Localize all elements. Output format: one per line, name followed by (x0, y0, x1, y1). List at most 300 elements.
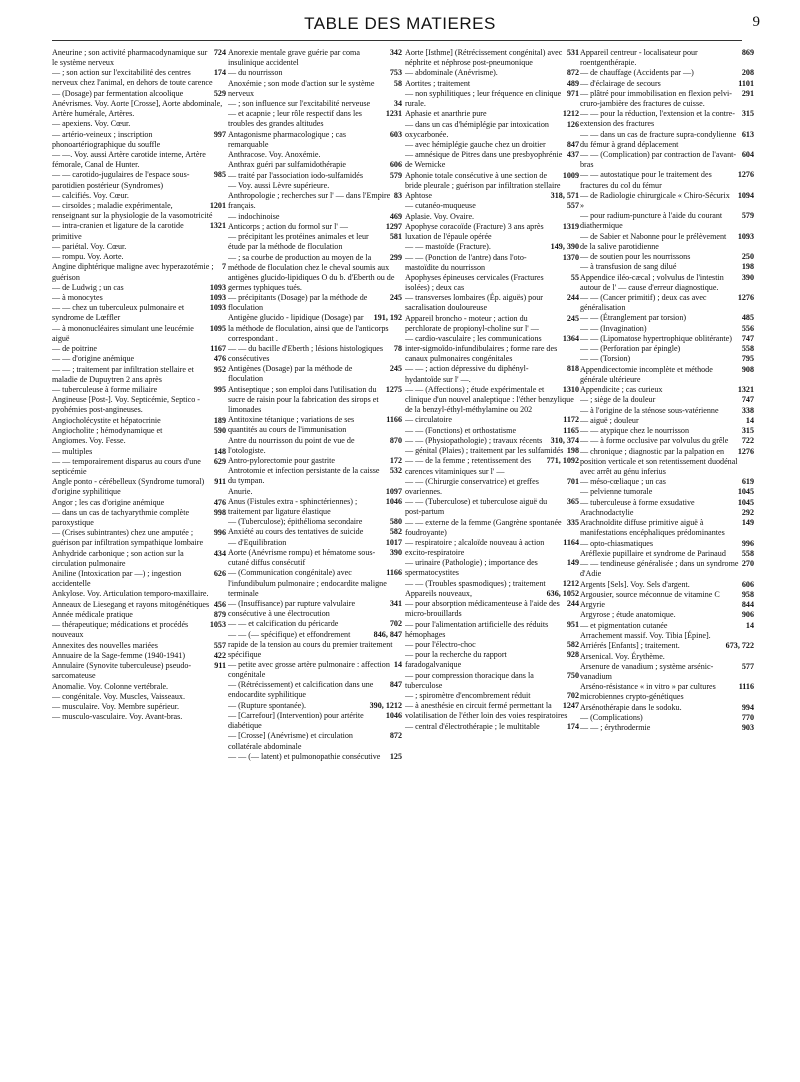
entry-page-ref: 244 (566, 599, 579, 609)
entry-page-ref: 149 (566, 558, 579, 568)
entry-text: — ; siège de la douleur (580, 395, 656, 405)
entry-page-ref: 291 (741, 88, 754, 98)
entry-text: — rompu. Voy. Aorte. (52, 252, 124, 262)
entry-page-ref: 1321 (209, 221, 226, 231)
entry-text: — de Radiologie chirurgicale « Chiro-Sécurix » (580, 190, 730, 210)
entry-page-ref: 770 (741, 712, 754, 722)
index-entry (580, 130, 754, 150)
entry-page-ref: 250 (741, 251, 754, 261)
index-entry (52, 283, 226, 293)
entry-page-ref: 476 (213, 497, 226, 507)
index-entry (405, 650, 579, 670)
entry-text: — [Crosse] (Anévrisme) et circulation collatérale abdominale (228, 731, 353, 751)
index-entry (228, 212, 402, 222)
index-entry (405, 579, 579, 589)
entry-text: — Voy. aussi Lèvre supérieure. (228, 180, 330, 190)
entry-page-ref: 58 (393, 78, 402, 88)
entry-text: — — à forme occlusive par volvulus du grêle (580, 436, 729, 446)
entry-page-ref: 911 (214, 477, 226, 487)
entry-text: — à monocytes (52, 293, 103, 303)
entry-page-ref: 341 (389, 598, 402, 608)
entry-page-ref: 1095 (209, 323, 226, 333)
entry-text: — calcifiés. Voy. Cœur. (52, 190, 129, 200)
index-entry (52, 426, 226, 436)
index-entry (52, 99, 226, 119)
index-entry (405, 671, 579, 691)
index-entry (52, 600, 226, 610)
entry-page-ref: 365 (566, 497, 579, 507)
index-entry (405, 109, 579, 119)
entry-text: Anthracose. Voy. Anoxémie. (228, 150, 321, 160)
entry-text: — apexiens. Voy. Cœur. (52, 119, 131, 129)
index-entry (405, 364, 579, 384)
entry-text: Appendicite ; cas curieux (580, 385, 663, 395)
entry-page-ref: 1172 (563, 415, 579, 425)
index-entry (405, 212, 579, 222)
index-entry (405, 48, 579, 68)
entry-text: Angiomes. Voy. Fesse. (52, 436, 126, 446)
entry-page-ref: 149, 390 (550, 242, 579, 252)
entry-text: Arrachement massif. Voy. Tibia [Épine]. (580, 631, 711, 641)
entry-page-ref: 1164 (563, 537, 579, 547)
entry-text: — — ; action dépressive du diphényl-hydantoïde sur l' —. (405, 364, 529, 384)
entry-text: Antre du nourrisson du point de vue de l'otologiste. (228, 435, 355, 455)
entry-text: — petite avec grosse artère pulmonaire : affection congénitale (228, 660, 390, 680)
entry-text: — (Tuberculose); épithélioma secondaire (228, 517, 363, 527)
entry-page-ref: 701 (566, 476, 579, 486)
entry-page-ref: 208 (741, 68, 754, 78)
index-entry (580, 549, 754, 559)
index-entry (228, 527, 402, 537)
entry-text: — à transfusion de sang dilué (580, 262, 677, 272)
entry-page-ref: 532 (389, 466, 402, 476)
index-entry (580, 498, 754, 508)
entry-text: Aphonie totale consécutive à une section de bride pleurale ; guérison par infiltration stellaire (405, 170, 561, 190)
entry-page-ref: 78 (393, 343, 402, 353)
index-entry (580, 395, 754, 405)
index-entry (405, 538, 579, 558)
index-entry (580, 559, 754, 579)
entry-page-ref: 579 (741, 211, 754, 221)
entry-page-ref: 485 (741, 313, 754, 323)
entry-text: — du nourrisson (228, 68, 283, 78)
entry-text: Anxiété au cours des tentatives de suicide (228, 527, 364, 537)
index-entry (580, 682, 754, 702)
index-entry (228, 731, 402, 751)
entry-text: Antro-pylorectomie pour gastrite (228, 455, 335, 465)
entry-text: — — (Cancer primitif) ; deux cas avec généralisation (580, 292, 707, 312)
index-entry (52, 344, 226, 354)
entry-page-ref: 189 (213, 415, 226, 425)
index-entry (405, 518, 579, 538)
index-entry (405, 558, 579, 578)
entry-page-ref: 1166 (386, 415, 402, 425)
index-entry (405, 599, 579, 619)
entry-page-ref: 1276 (737, 446, 754, 456)
index-entry (580, 262, 754, 272)
entry-text: Anoxémie ; son mode d'action sur le système nerveux (228, 78, 375, 98)
index-entry (52, 447, 226, 457)
entry-text: — — (Lipomatose hypertrophique oblitérante) (580, 333, 732, 343)
page-title: TABLE DES MATIERES (304, 14, 496, 33)
index-entry (405, 273, 579, 293)
entry-page-ref: 1276 (737, 292, 754, 302)
index-entry (580, 487, 754, 497)
index-entry (52, 416, 226, 426)
entry-text: Appareils nouveaux, (405, 588, 472, 598)
index-entry (405, 79, 579, 89)
entry-text: — — (Fonctions) et orthostatisme (405, 425, 517, 435)
entry-text: — — (Troubles spasmodiques) ; traitement (405, 578, 546, 588)
entry-text: — pour radium-puncture à l'aide du courant diathermique (580, 211, 723, 231)
entry-text: — (Rétrécissement) et calcification dans une endocardite syphilitique (228, 680, 374, 700)
entry-text: — — (Physiopathologie) ; travaux récents (405, 435, 543, 445)
index-entry (405, 620, 579, 640)
index-column-4 (580, 48, 754, 1078)
entry-text: — — et calcification du péricarde (228, 619, 339, 629)
entry-page-ref: 476 (213, 354, 226, 364)
entry-text: — de Sabier et Nabonne pour le prélèvement de la salive parotidienne (580, 231, 727, 251)
index-entry (580, 508, 754, 518)
index-entry (580, 621, 754, 631)
entry-text: Anthrax guéri par sulfamidothérapie (228, 160, 346, 170)
index-entry (228, 538, 402, 548)
entry-text: Aneurine ; son activité pharmacodynamique sur le système nerveux (52, 48, 208, 68)
entry-page-ref: 619 (741, 477, 754, 487)
entry-text: Antrotomie et infection persistante de la caisse du tympan. (228, 466, 380, 486)
entry-text: — d'Equilibration (228, 537, 287, 547)
entry-text: — — externe de la femme (Gangrène spontanée foudroyante) (405, 517, 562, 537)
index-entry (228, 701, 402, 711)
index-entry (405, 314, 579, 334)
entry-page-ref: 996 (741, 538, 754, 548)
entry-page-ref: 750 (566, 670, 579, 680)
entry-text: — dans un cas de tachyarythmie complète paroxystique (52, 507, 190, 527)
entry-page-ref: 1167 (210, 344, 226, 354)
entry-page-ref: 558 (741, 344, 754, 354)
index-entry (405, 589, 579, 599)
index-entry (580, 313, 754, 323)
entry-page-ref: 556 (741, 323, 754, 333)
index-entry (228, 680, 402, 700)
entry-page-ref: 1276 (737, 170, 754, 180)
index-entry (52, 549, 226, 569)
entry-text: — — autostatique pour le traitement des fractures du col du fémur (580, 170, 712, 190)
entry-page-ref: 245 (389, 364, 402, 374)
entry-text: — indochinoise (228, 211, 280, 221)
entry-page-ref: 489 (566, 78, 579, 88)
entry-page-ref: 626 (213, 568, 226, 578)
entry-page-ref: 629 (213, 456, 226, 466)
entry-page-ref: 903 (741, 723, 754, 733)
index-entry (52, 293, 226, 303)
entry-page-ref: 846, 847 (373, 629, 402, 639)
index-entry (580, 477, 754, 487)
entry-page-ref: 582 (566, 640, 579, 649)
index-entry (228, 68, 402, 78)
entry-page-ref: 174 (213, 68, 226, 78)
index-entry (580, 68, 754, 78)
entry-page-ref: 390 (389, 548, 402, 558)
index-entry (228, 293, 402, 313)
entry-text: — — mastoïde (Fracture). (405, 242, 491, 252)
entry-page-ref: 14 (745, 620, 754, 630)
entry-text: — cutanéo-muqueuse (405, 201, 476, 211)
index-entry (228, 711, 402, 731)
index-entry (405, 171, 579, 191)
entry-text: Aphtose (405, 191, 432, 200)
entry-text: Antigènes (Dosage) par la méthode de floculation (228, 364, 353, 384)
index-entry (228, 79, 402, 99)
entry-page-ref: 872 (566, 68, 579, 78)
entry-page-ref: 1321 (737, 385, 754, 395)
entry-page-ref: 557 (213, 640, 226, 650)
index-entry (405, 426, 579, 436)
index-entry (580, 426, 754, 436)
entry-text: Arachnodactylie (580, 508, 634, 518)
entry-page-ref: 456 (213, 599, 226, 609)
entry-text: Angineuse [Post-]. Voy. Septicémie, Septico - pyohémies post-angineuses. (52, 395, 200, 415)
index-entry (580, 703, 754, 713)
index-entry (52, 498, 226, 508)
entry-page-ref: 270 (741, 559, 754, 569)
entry-text: — intra-cranien et ligature de la carotide primitive (52, 221, 184, 241)
entry-page-ref: 951 (566, 619, 579, 629)
entry-text: — — (— spécifique) et effondrement rapide de la tension au cours du premier traitement spécifique (228, 629, 393, 659)
entry-page-ref: 582 (389, 527, 402, 537)
entry-text: — à mononucléaires simulant une leucémie aiguë (52, 323, 194, 343)
entry-text: Angiocholécystite et hépatocrinie (52, 415, 161, 425)
entry-page-ref: 149 (741, 518, 754, 528)
entry-text: Appendice iléo-cæcal ; volvulus de l'intestin autour de l' — cause d'erreur diagnostique. (580, 272, 724, 292)
entry-text: — — (Complication) par contraction de l'avant-bras (580, 150, 737, 170)
index-entry (405, 140, 579, 150)
entry-page-ref: 557 (566, 201, 579, 211)
entry-text: — congénitale. Voy. Muscles, Vaisseaux. (52, 691, 186, 701)
index-entry (52, 610, 226, 620)
index-entry (228, 171, 402, 181)
entry-page-ref: 1370 (562, 252, 579, 262)
entry-text: — (Dosage) par fermentation alcoolique (52, 88, 184, 98)
index-entry (405, 477, 579, 497)
index-entry (52, 354, 226, 364)
index-entry (52, 119, 226, 129)
entry-text: — pariétal. Voy. Cœur. (52, 241, 127, 251)
index-entry (405, 242, 579, 252)
entry-page-ref: 14 (393, 660, 402, 669)
entry-page-ref: 985 (213, 170, 226, 180)
entry-text: — amnésique de Pitres dans une presbyophrénie de Wernicke (405, 150, 563, 170)
entry-text: — — (Perforation par épingle) (580, 344, 681, 354)
entry-page-ref: 1093 (209, 293, 226, 303)
entry-text: Appareil broncho - moteur ; action du perchlorate de propionyl-choline sur l' — (405, 313, 539, 333)
header-rule (52, 40, 742, 41)
entry-page-ref: 299 (389, 252, 402, 262)
entry-page-ref: 879 (213, 609, 226, 619)
entry-page-ref: 1097 (385, 486, 402, 496)
entry-page-ref: 577 (741, 661, 754, 671)
entry-text: — artério-veineux ; inscription phonoartériographique du souffle (52, 129, 161, 149)
entry-page-ref: 174 (566, 721, 579, 731)
index-entry (52, 385, 226, 395)
entry-page-ref: 469 (389, 211, 402, 221)
entry-page-ref: 971 (566, 88, 579, 98)
index-entry (405, 722, 579, 732)
index-column-2 (228, 48, 402, 1078)
index-entry (580, 610, 754, 620)
entry-page-ref: 997 (213, 129, 226, 139)
entry-text: — circulatoire (405, 415, 452, 425)
entry-page-ref: 771, 1092 (546, 456, 579, 466)
entry-text: — — temporairement disparus au cours d'une septicémie (52, 456, 201, 476)
entry-text: Ankylose. Voy. Articulation temporo-maxillaire. (52, 589, 209, 599)
entry-text: — tuberculeuse à forme miliaire (52, 385, 158, 395)
index-entry (405, 446, 579, 456)
entry-text: Anus (Fistules extra - sphinctériennes) ; traitement par ligature élastique (228, 496, 358, 516)
entry-page-ref: 1364 (562, 334, 579, 343)
entry-page-ref: 908 (741, 364, 754, 374)
entry-page-ref: 1247 (562, 701, 579, 711)
entry-page-ref: 34 (393, 99, 402, 109)
entry-text: — précipitant les protéines animales et leur étude par la méthode de floculation (228, 232, 369, 252)
index-entry (228, 253, 402, 293)
entry-page-ref: 1166 (386, 568, 402, 578)
entry-text: — — dans un cas de fracture supra-condylienne du fémur à grand déplacement (580, 129, 737, 149)
entry-text: — plâtré pour immobilisation en flexion pelvi-cruro-jambière des fractures de cuisse. (580, 88, 732, 109)
entry-text: — — (Étranglement par torsion) (580, 313, 687, 323)
index-entry (580, 365, 754, 385)
index-entry (228, 232, 402, 252)
entry-text: Argousier, source méconnue de vitamine C (580, 589, 720, 599)
entry-text: — ; spiromètre d'encombrement réduit (405, 691, 531, 701)
entry-text: — de soutien pour les nourrissons (580, 251, 691, 261)
entry-text: Arsénothérapie dans le sodoku. (580, 702, 682, 712)
entry-page-ref: 55 (570, 272, 579, 282)
index-entry (228, 487, 402, 497)
index-entry (405, 293, 579, 313)
entry-page-ref: 390, 1212 (369, 700, 402, 710)
index-entry (580, 109, 754, 129)
entry-text: — (Insuffisance) par rupture valvulaire consécutive à une électrocution (228, 598, 356, 618)
index-entry (580, 334, 754, 344)
index-entry (580, 416, 754, 426)
index-entry (228, 109, 402, 129)
entry-page-ref: 1319 (562, 221, 579, 231)
index-entry (580, 324, 754, 334)
entry-page-ref: 437 (566, 150, 579, 160)
entry-page-ref: 292 (741, 508, 754, 518)
index-entry (52, 528, 226, 548)
entry-text: — de chauffage (Accidents par —) (580, 68, 694, 78)
entry-page-ref: 702 (566, 691, 579, 701)
entry-text: Anurie. (228, 486, 253, 496)
entry-text: Anticorps ; action du formol sur l' — (228, 221, 348, 231)
index-entry (405, 691, 579, 701)
entry-text: — thérapeutique; médications et procédés nouveaux (52, 620, 189, 640)
index-entry (580, 293, 754, 313)
entry-page-ref: 1201 (209, 201, 226, 211)
entry-text: — — tendineuse généralisée ; dans un syndrome d'Adie (580, 559, 739, 579)
index-entry (52, 365, 226, 385)
index-entry (52, 395, 226, 415)
entry-page-ref: 818 (566, 364, 579, 374)
entry-page-ref: 580 (389, 517, 402, 527)
index-entry (228, 48, 402, 68)
index-entry (580, 539, 754, 549)
entry-text: — de poitrine (52, 344, 97, 354)
entry-text: — — ; traitement par infiltration stellaire et maladie de Dupuytren 2 ans après (52, 364, 194, 384)
index-entry (52, 262, 226, 282)
entry-text: — pour compression thoracique dans la tuberculose (405, 670, 534, 690)
entry-page-ref: 315 (741, 426, 754, 436)
index-entry (580, 211, 754, 231)
entry-text: — de Ludwig ; un cas (52, 282, 124, 292)
index-entry (580, 641, 754, 651)
entry-text: — central d'électrothérapie ; le multitable (405, 721, 540, 731)
entry-page-ref: 125 (389, 751, 402, 761)
entry-page-ref: 603 (389, 129, 402, 139)
entry-text: — à anesthésie en circuit fermé permettant la volatilisation de l'éther loin des voies respiratoires (405, 701, 568, 721)
entry-text: Angle ponto - cérébelleux (Syndrome tumoral) d'origine syphilitique (52, 477, 205, 497)
entry-text: Aréflexie pupillaire et syndrome de Parinaud (580, 548, 726, 558)
entry-page-ref: 1231 (385, 109, 402, 119)
index-entry (405, 68, 579, 78)
index-entry (228, 415, 402, 435)
entry-page-ref: 198 (566, 446, 579, 456)
entry-text: — — chez un tuberculeux pulmonaire et syndrome de Lœffler (52, 303, 185, 323)
entry-text: Anneaux de Liesegang et rayons mitogénétiques (52, 599, 210, 609)
entry-page-ref: 606 (741, 579, 754, 589)
entry-text: Aorte (Anévrisme rompu) et hématome sous-cutané diffus consécutif (228, 548, 376, 568)
entry-page-ref: 558 (741, 548, 754, 558)
entry-text: Angiocholite ; hémodynamique et (52, 425, 163, 435)
index-entry (228, 497, 402, 517)
entry-text: — cirsoïdes ; maladie expérimentale, renseignant sur la physiologie de la vasomotricité (52, 201, 213, 221)
entry-page-ref: 1045 (737, 487, 754, 497)
entry-page-ref: 579 (389, 170, 402, 180)
entry-page-ref: 198 (741, 262, 754, 272)
index-entry (228, 599, 402, 619)
index-entry (228, 466, 402, 486)
index-entry (580, 48, 754, 68)
index-entry (580, 600, 754, 610)
entry-text: Antiseptique ; son emploi dans l'utilisation du sucre de raisin pour la fabrication des sirops et limonades (228, 384, 379, 414)
entry-text: — (Crises subintrantes) chez une amputée ; guérison par infiltration sympathique lombaire (52, 528, 204, 548)
entry-page-ref: 7 (221, 262, 226, 272)
entry-page-ref: 83 (393, 191, 402, 201)
entry-text: Antagonisme pharmacologique ; cas remarquable (228, 129, 346, 149)
index-entry (228, 436, 402, 456)
entry-page-ref: 315 (741, 109, 754, 119)
entry-text: — chronique ; diagnostic par la palpation en position verticale et son retentissement duodénal avec arrêt au génu inferius (580, 446, 738, 476)
entry-text: — cardio-vasculaire ; les communications inter-sigmoïdo-infundibulaires ; forme rare des canaux pulmonaires congénitales (405, 334, 558, 364)
entry-text: — urinaire (Pathologie) ; importance des spermatocystites (405, 558, 538, 578)
entry-text: Arachnoïdite diffuse primitive aiguë à manifestations encéphaliques prédominantes (580, 518, 725, 538)
index-entry (580, 662, 754, 682)
index-entry (52, 191, 226, 201)
index-entry (52, 477, 226, 497)
entry-page-ref: 1297 (385, 221, 402, 231)
entry-text: — — pour la réduction, l'extension et la contre-extension des fractures (580, 109, 735, 129)
entry-text: Aortites ; traitement (405, 78, 471, 88)
entry-text: — — carotido-jugulaires de l'espace sous-parotidien postérieur (Syndromes) (52, 170, 190, 190)
entry-page-ref: 1094 (737, 190, 754, 200)
entry-text: Anorexie mentale grave guérie par coma insulinique accidentel (228, 48, 360, 68)
entry-page-ref: 994 (741, 702, 754, 712)
entry-text: Aplasie. Voy. Ovaire. (405, 211, 475, 221)
entry-page-ref: 795 (741, 354, 754, 364)
index-entry (228, 181, 402, 191)
